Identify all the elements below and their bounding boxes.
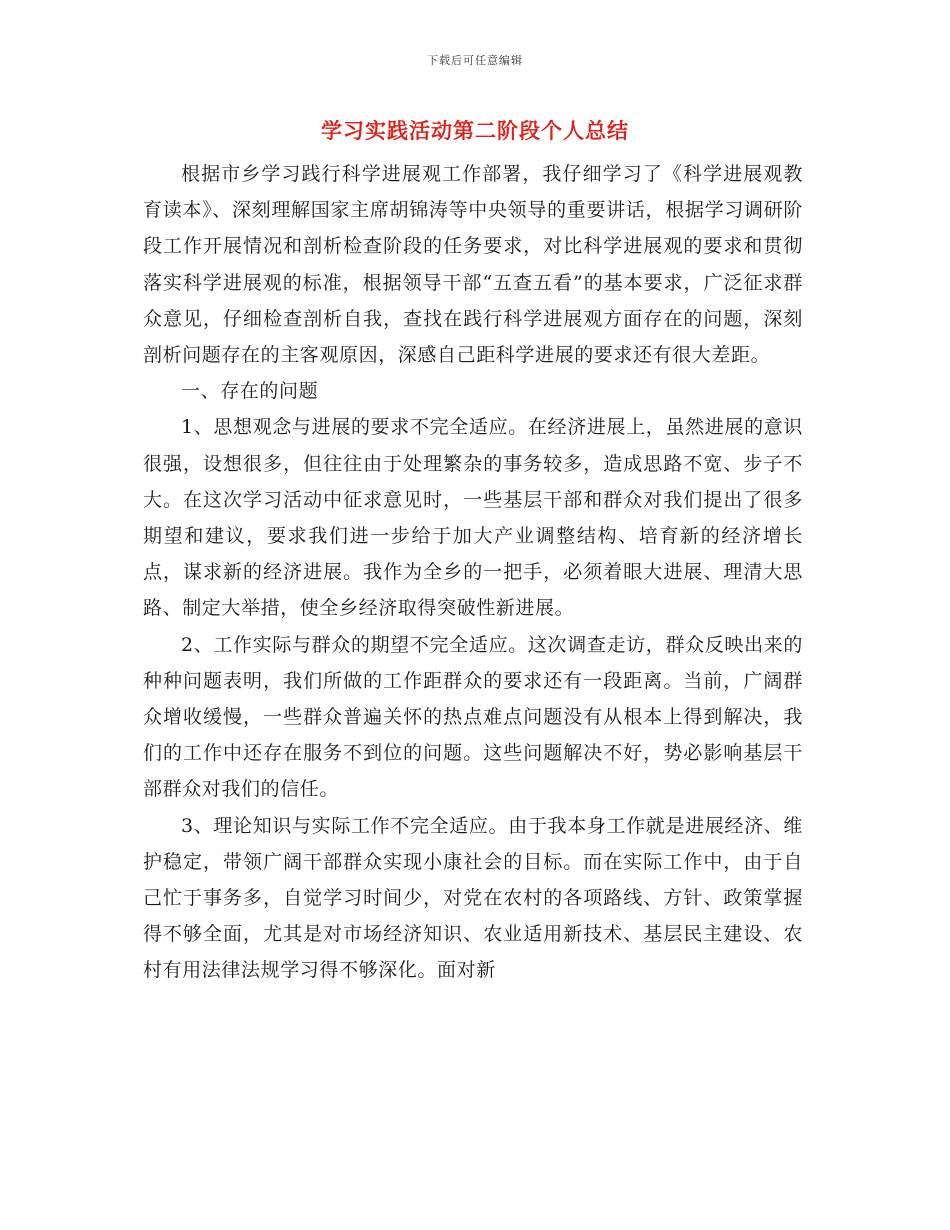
header-note: 下载后可任意编辑: [427, 54, 523, 67]
document-title: 学习实践活动第二阶段个人总结: [321, 119, 629, 143]
document-body: [143, 156, 803, 989]
paragraph-intro: 根据市乡学习践行科学进展观工作部署，我仔细学习了《科学进展观教育读本》、深刻理解国家主席胡锦涛等中央领导的重要讲话，根据学习调研阶段工作开展情况和剖析检查阶段的任务要求，对比科学进展观的要求和贯彻落实科学进展观的标准，根据领导干部“五查五看”的基本要求，广泛征求群众意见，仔细检查剖析自我，查找在践行科学进展观方面存在的问题，深刻剖析问题存在的主客观原因，深感自己距科学进展的要求还有很大差距。: [143, 163, 803, 367]
section-heading: 一、存在的问题: [181, 380, 319, 403]
paragraph-point-3: 3、理论知识与实际工作不完全适应。由于我本身工作就是进展经济、维护稳定，带领广阔干部群众实现小康社会的目标。而在实际工作中，由于自己忙于事务多，自觉学习时间少，对党在农村的各项路线、方针、政策掌握得不够全面，尤其是对市场经济知识、农业适用新技术、基层民主建设、农村有用法律法规学习得不够深化。面对新: [143, 814, 803, 982]
paragraph-point-2: 2、工作实际与群众的期望不完全适应。这次调查走访，群众反映出来的种种问题表明，我们所做的工作距群众的要求还有一段距离。当前，广阔群众增收缓慢，一些群众普遍关怀的热点难点问题没有从根本上得到解决，我们的工作中还存在服务不到位的问题。这些问题解决不好，势必影响基层干部群众对我们的信任。: [143, 633, 803, 801]
paragraph-point-1: 1、思想观念与进展的要求不完全适应。在经济进展上，虽然进展的意识很强，设想很多，但往往由于处理繁杂的事务较多，造成思路不宽、步子不大。在这次学习活动中征求意见时，一些基层干部和群众对我们提出了很多期望和建议，要求我们进一步给于加大产业调整结构、培育新的经济增长点，谋求新的经济进展。我作为全乡的一把手，必须着眼大进展、理清大思路、制定大举措，使全乡经济取得突破性新进展。: [143, 416, 803, 620]
